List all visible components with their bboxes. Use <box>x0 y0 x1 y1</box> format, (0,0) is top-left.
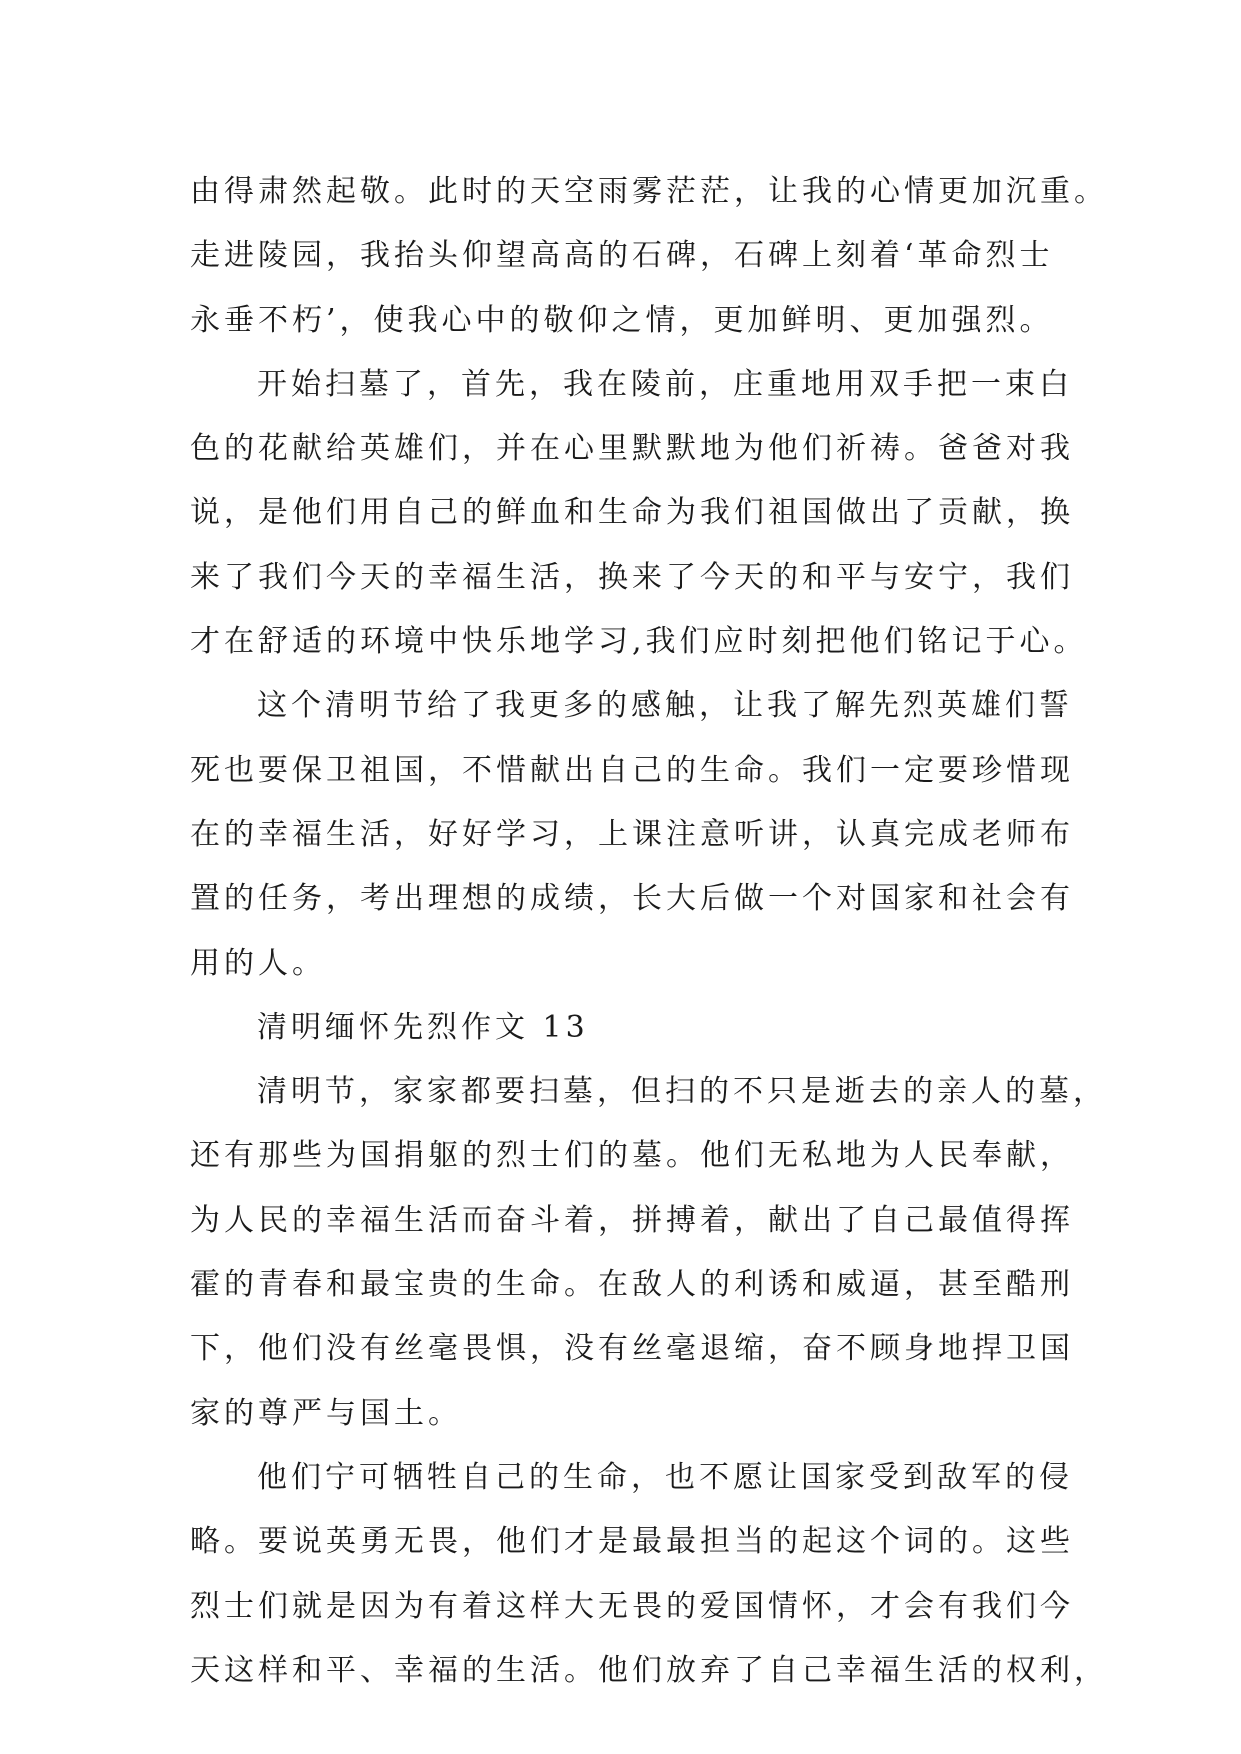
text-line: 天这样和平、幸福的生活。他们放弃了自己幸福生活的权利， <box>190 1652 1108 1688</box>
text-line: 色的花献给英雄们，并在心里默默地为他们祈祷。爸爸对我 <box>190 431 1074 467</box>
paragraph-start-line: 这个清明节给了我更多的感触，让我了解先烈英雄们誓 <box>257 688 1073 724</box>
text-line: 说，是他们用自己的鲜血和生命为我们祖国做出了贡献，换 <box>190 495 1074 531</box>
paragraph-start-line: 清明节，家家都要扫墓，但扫的不只是逝去的亲人的墓， <box>257 1074 1107 1110</box>
text-line: 死也要保卫祖国，不惜献出自己的生命。我们一定要珍惜现 <box>190 752 1074 788</box>
paragraph-start-line: 开始扫墓了，首先，我在陵前，庄重地用双手把一束白 <box>257 366 1073 402</box>
text-line: 略。要说英勇无畏，他们才是最最担当的起这个词的。这些 <box>190 1524 1074 1560</box>
text-line: 才在舒适的环境中快乐地学习,我们应时刻把他们铭记于心。 <box>190 624 1088 660</box>
text-line: 家的尊严与国土。 <box>190 1395 462 1431</box>
text-line: 还有那些为国捐躯的烈士们的墓。他们无私地为人民奉献， <box>190 1138 1074 1174</box>
text-line: 霍的青春和最宝贵的生命。在敌人的利诱和威逼，甚至酷刑 <box>190 1267 1074 1303</box>
text-line: 走进陵园，我抬头仰望高高的石碑，石碑上刻着‘革命烈士 <box>190 238 1054 274</box>
paragraph-start-line: 他们宁可牺牲自己的生命，也不愿让国家受到敌军的侵 <box>257 1459 1073 1495</box>
text-line: 置的任务，考出理想的成绩，长大后做一个对国家和社会有 <box>190 881 1074 917</box>
text-line: 为人民的幸福生活而奋斗着，拼搏着，献出了自己最值得挥 <box>190 1202 1074 1238</box>
text-line: 用的人。 <box>190 945 326 981</box>
text-line: 永垂不朽’，使我心中的敬仰之情，更加鲜明、更加强烈。 <box>190 302 1054 338</box>
text-line: 由得肃然起敬。此时的天空雨雾茫茫，让我的心情更加沉重。 <box>190 174 1108 209</box>
text-line: 烈士们就是因为有着这样大无畏的爱国情怀，才会有我们今 <box>190 1588 1074 1624</box>
section-heading: 清明缅怀先烈作文 13 <box>257 1009 589 1045</box>
essay-text <box>190 160 1108 1703</box>
text-line: 在的幸福生活，好好学习，上课注意听讲，认真完成老师布 <box>190 816 1074 852</box>
text-line: 来了我们今天的幸福生活，换来了今天的和平与安宁，我们 <box>190 559 1074 595</box>
text-line: 下，他们没有丝毫畏惧，没有丝毫退缩，奋不顾身地捍卫国 <box>190 1331 1074 1367</box>
